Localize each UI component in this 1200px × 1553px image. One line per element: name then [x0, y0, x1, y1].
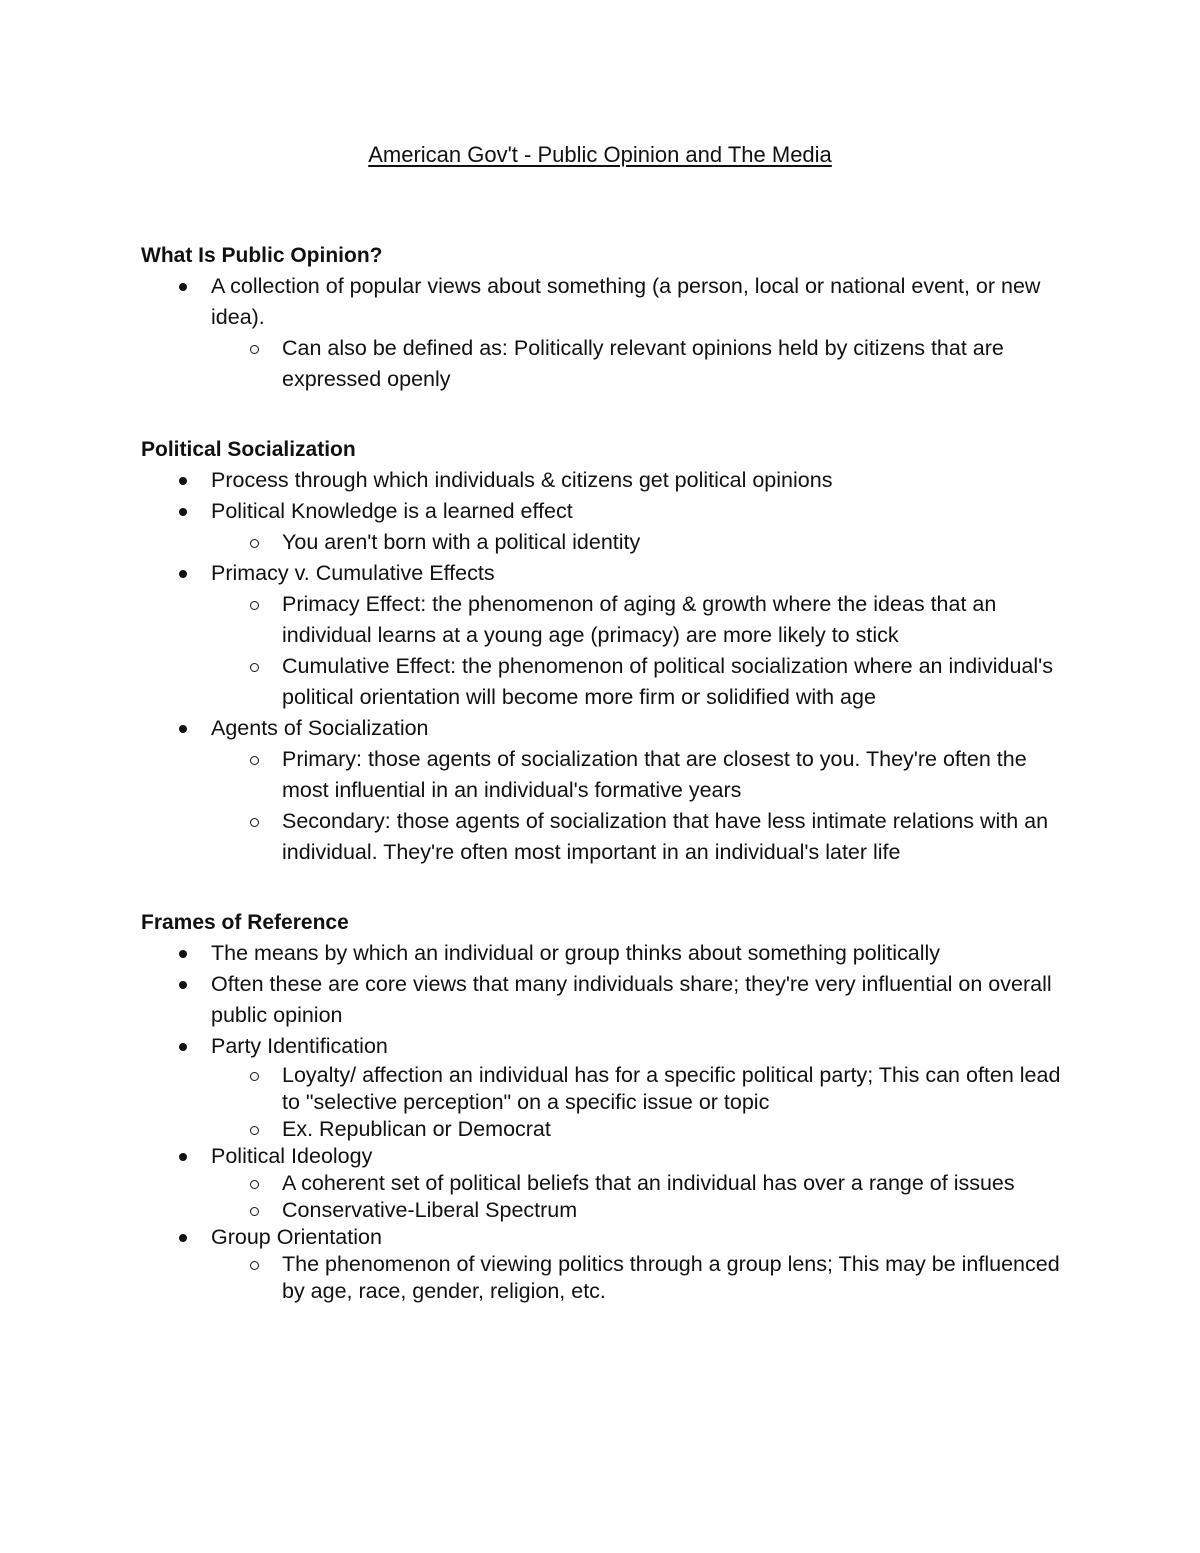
sub-bullet-item: Loyalty/ affection an individual has for a specific political party; This can often lead to "selective perception" on a specific issue or topic: [141, 1062, 1071, 1116]
sub-bullet-item: Secondary: those agents of socialization that have less intimate relations with an individual. They're often most important in an individual's later life: [141, 806, 1071, 868]
bullet-list: [141, 271, 1071, 395]
bullet-item: Primacy v. Cumulative Effects: [141, 558, 1071, 589]
sub-bullet-item: Ex. Republican or Democrat: [141, 1116, 1071, 1143]
document-title: American Gov't - Public Opinion and The Media: [368, 142, 832, 167]
sub-bullet-item: Can also be defined as: Politically relevant opinions held by citizens that are expressed openly: [141, 333, 1071, 395]
section-frames-of-reference: [141, 907, 1071, 1305]
bullet-item: The means by which an individual or group thinks about something politically: [141, 938, 1071, 969]
bullet-item: Process through which individuals & citizens get political opinions: [141, 465, 1071, 496]
bullet-item: Agents of Socialization: [141, 713, 1071, 744]
section-what-is-public-opinion: [141, 240, 1071, 395]
bullet-list: [141, 465, 1071, 868]
sub-bullet-item: Primacy Effect: the phenomenon of aging & growth where the ideas that an individual learns at a young age (primacy) are more likely to stick: [141, 589, 1071, 651]
sub-bullet-item: Primary: those agents of socialization that are closest to you. They're often the most influential in an individual's formative years: [141, 744, 1071, 806]
document-body: [141, 240, 1071, 1305]
sub-bullet-item: The phenomenon of viewing politics through a group lens; This may be influenced by age, race, gender, religion, etc.: [141, 1251, 1071, 1305]
sub-bullet-item: A coherent set of political beliefs that an individual has over a range of issues: [141, 1170, 1071, 1197]
sub-bullet-item: You aren't born with a political identity: [141, 527, 1071, 558]
bullet-item: Group Orientation: [141, 1224, 1071, 1251]
section-heading: Political Socialization: [141, 438, 356, 461]
section-heading: What Is Public Opinion?: [141, 244, 383, 267]
bullet-list: [141, 938, 1071, 1062]
bullet-item: Party Identification: [141, 1031, 1071, 1062]
section-political-socialization: [141, 434, 1071, 868]
bullet-item: Political Knowledge is a learned effect: [141, 496, 1071, 527]
bullet-item: Often these are core views that many individuals share; they're very influential on overall public opinion: [141, 969, 1071, 1031]
sub-bullet-item: Conservative-Liberal Spectrum: [141, 1197, 1071, 1224]
bullet-list-compact: [141, 1062, 1071, 1305]
section-heading: Frames of Reference: [141, 911, 349, 934]
sub-bullet-item: Cumulative Effect: the phenomenon of political socialization where an individual's political orientation will become more firm or solidified with age: [141, 651, 1071, 713]
bullet-item: Political Ideology: [141, 1143, 1071, 1170]
bullet-item: A collection of popular views about something (a person, local or national event, or new idea).: [141, 271, 1071, 333]
